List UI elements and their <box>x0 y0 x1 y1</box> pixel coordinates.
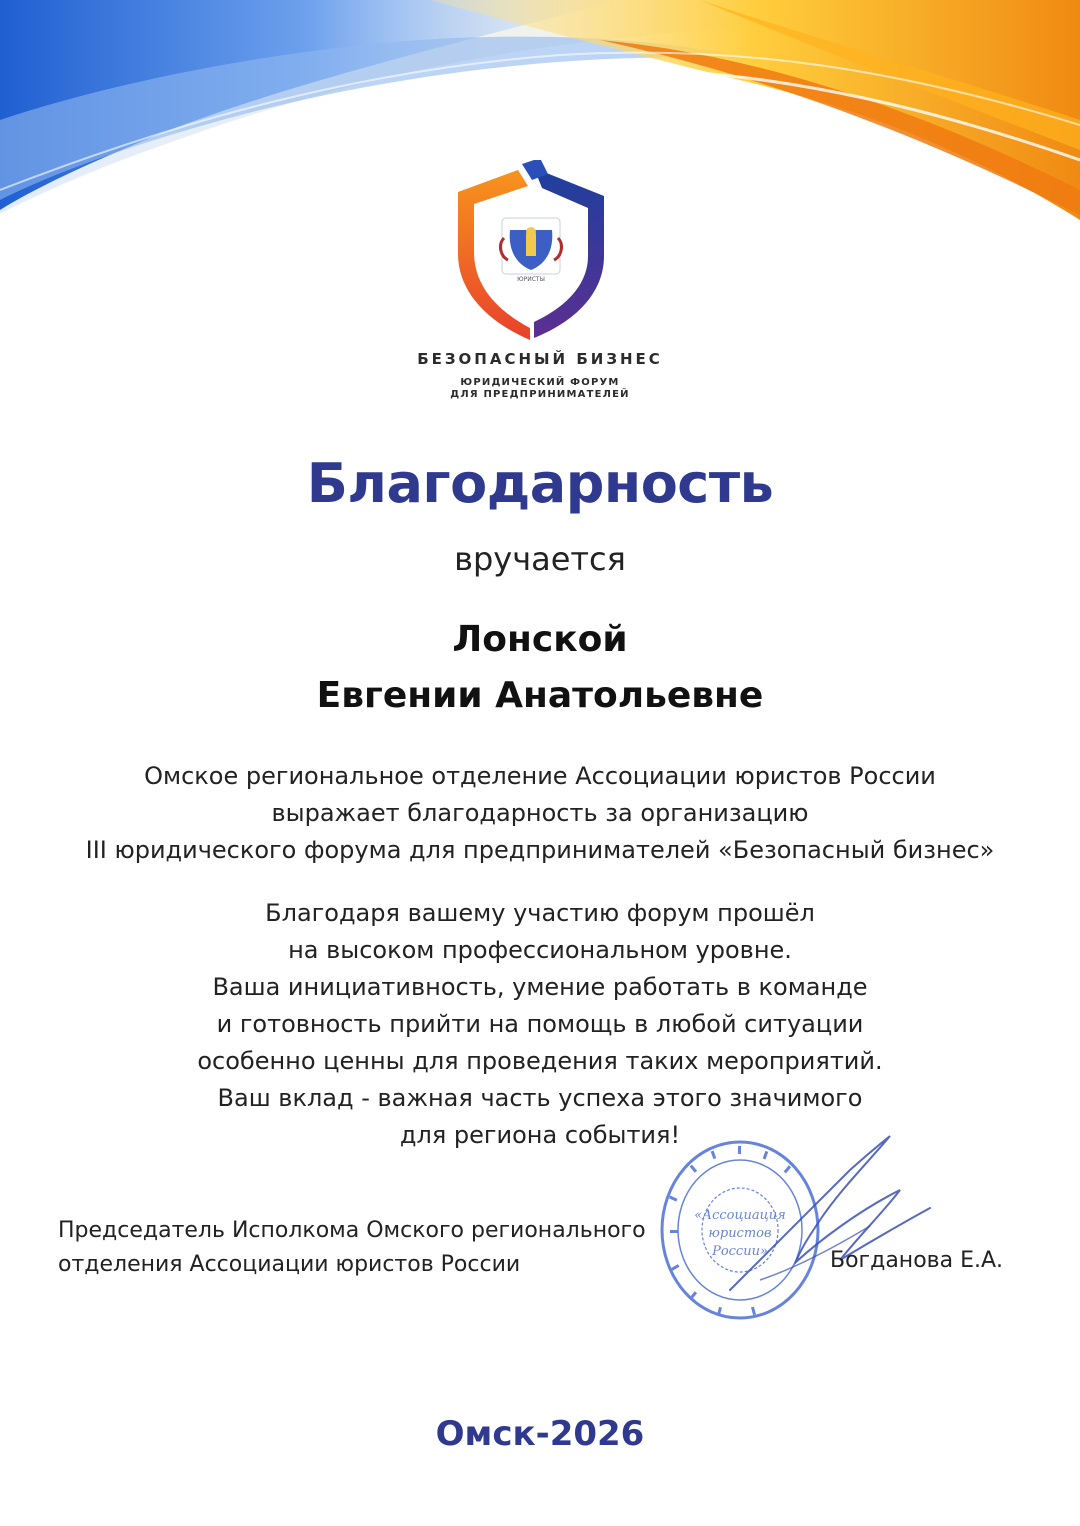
brand-name: БЕЗОПАСНЫЙ БИЗНЕС <box>417 350 663 368</box>
signatory-position <box>58 1214 646 1282</box>
gratitude-paragraph <box>0 758 1080 869</box>
paragraph-line: для региона события! <box>399 1121 681 1149</box>
stamp-center-line3: России» <box>712 1244 768 1259</box>
paragraph-line: Омское региональное отделение Ассоциации юристов России <box>144 762 936 790</box>
svg-text:ЮРИСТЫ: ЮРИСТЫ <box>517 276 545 283</box>
recipient-name <box>0 612 1080 724</box>
handwritten-signature <box>700 1130 940 1330</box>
paragraph-line: и готовность прийти на помощь в любой ситуации <box>216 1010 864 1038</box>
paragraph-line: Благодаря вашему участию форум прошёл <box>265 899 815 927</box>
signatory-position-line1: Председатель Исполкома Омского регионального <box>58 1218 646 1243</box>
paragraph-line: на высоком профессиональном уровне. <box>288 936 792 964</box>
paragraph-line: особенно ценны для проведения таких мероприятий. <box>197 1047 883 1075</box>
stamp-center-line1: «Ассоциация <box>694 1208 786 1223</box>
brand-subtitle-line1: ЮРИДИЧЕСКИЙ ФОРУМ <box>460 377 620 388</box>
appreciation-paragraph <box>0 895 1080 1154</box>
paragraph-line: Ваша инициативность, умение работать в команде <box>212 973 868 1001</box>
recipient-line1: Лонской <box>452 619 628 660</box>
brand-subtitle <box>0 377 1080 401</box>
signatory-position-line2: отделения Ассоциации юристов России <box>58 1252 521 1277</box>
paragraph-line: III юридического форума для предпринимателей «Безопасный бизнес» <box>85 836 995 864</box>
city-year: Омск-2026 <box>435 1414 645 1454</box>
certificate-title: Благодарность <box>306 452 774 515</box>
paragraph-line: выражает благодарность за организацию <box>271 799 809 827</box>
recipient-line2: Евгении Анатольевне <box>316 675 764 716</box>
signatory-name: Богданова Е.А. <box>830 1248 1004 1273</box>
forum-shield-logo <box>448 160 614 340</box>
stamp-center-line2: юристов <box>708 1226 772 1241</box>
brand-subtitle-line2: ДЛЯ ПРЕДПРИНИМАТЕЛЕЙ <box>450 389 630 400</box>
awarded-text: вручается <box>454 540 626 578</box>
paragraph-line: Ваш вклад - важная часть успеха этого значимого <box>217 1084 863 1112</box>
